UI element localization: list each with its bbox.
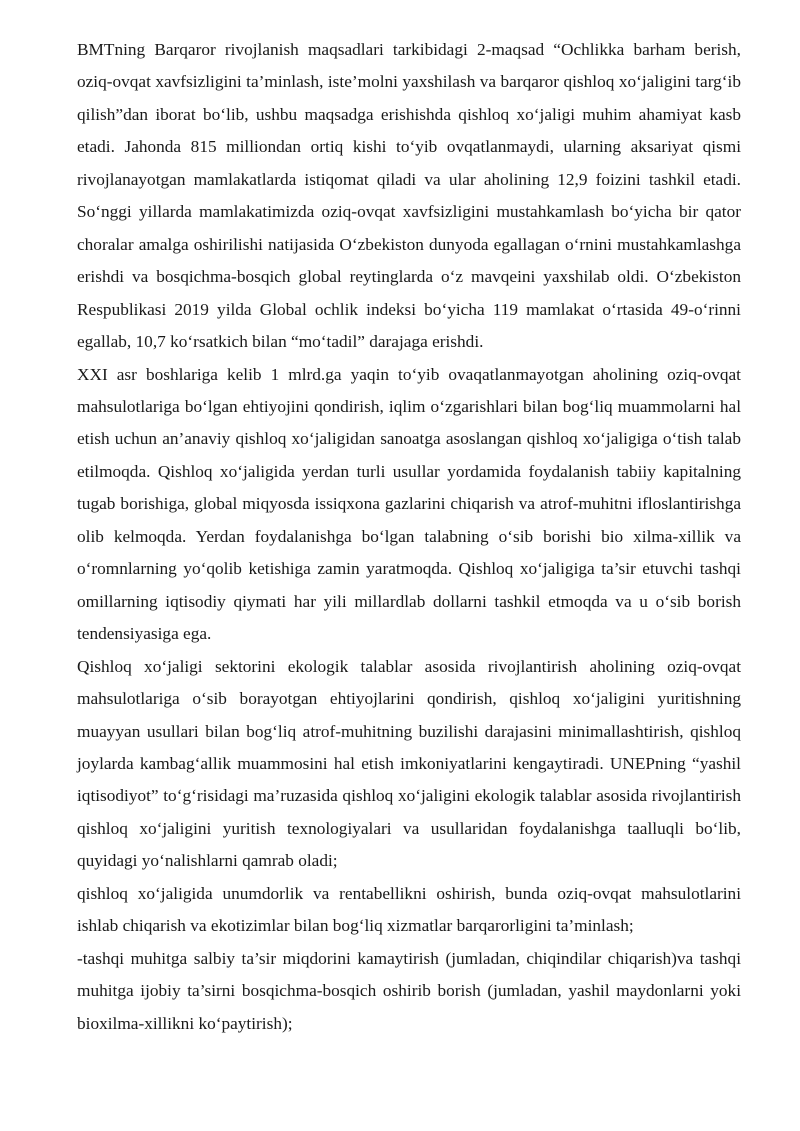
paragraph-21st-century-agriculture: XXI asr boshlariga kelib 1 mlrd.ga yaqin to‘yib ovaqatlanmayotgan aholining oziq-ovqat mahsulotlariga bo‘lgan ehtiyojini qondirish, iqlim o‘zgarishlari bilan bog‘liq muammolarni hal etish uchun an’anaviy qishloq xo‘jaligidan sanoatga asoslangan qishloq xo‘jaligiga o‘tish talab etilmoqda. Qishloq xo‘jaligida yerdan turli usullar yordamida foydalanish tabiiy kapitalning tugab borishiga, global miqyosda issiqxona gazlarini chiqarish va atrof-muhitni ifloslantirishga olib kelmoqda. Yerdan foydalanishga bo‘lgan talabning o‘sib borishi bio xilma-xillik va o‘romnlarning yo‘qolib ketishiga zamin yaratmoqda. Qishloq xo‘jaligiga ta’sir etuvchi tashqi omillarning iqtisodiy qiymati har yili millardlab dollarni tashkil etmoqda va u o‘sib borish tendensiyasiga ega. xyxy=(77,364,741,644)
paragraph-list-item-environment: -tashqi muhitga salbiy ta’sir miqdorini kamaytirish (jumladan, chiqindilar chiqarish)va tashqi muhitga ijobiy ta’sirni bosqichma-bosqich oshirib borish (jumladan, yashil maydonlarni yoki bioxilma-xillikni ko‘paytirish); xyxy=(77,948,741,1033)
paragraph-sdg-goal-2: BMTning Barqaror rivojlanish maqsadlari tarkibidagi 2-maqsad “Ochlikka barham berish, oziq-ovqat xavfsizligini ta’minlash, iste’molni yaxshilash va barqaror qishloq xo‘jaligini targ‘ib qilish”dan iborat bo‘lib, ushbu maqsadga erishishda qishloq xo‘jaligi muhim ahamiyat kasb etadi. Jahonda 815 milliondan ortiq kishi to‘yib ovqatlanmaydi, ularning aksariyat qismi rivojlanayotgan mamlakatlarda istiqomat qiladi va ular aholining 12,9 foizini tashkil etadi. So‘nggi yillarda mamlakatimizda oziq-ovqat xavfsizligini mustahkamlash bo‘yicha bir qator choralar amalga oshirilishi natijasida O‘zbekiston dunyoda egallagan o‘rnini mustahkamlashga erishdi va bosqichma-bosqich global reytinglarda o‘z mavqeini yaxshilab oldi. O‘zbekiston Respublikasi 2019 yilda Global ochlik indeksi bo‘yicha 119 mamlakat o‘rtasida 49-o‘rinni egallab, 10,7 ko‘rsatkich bilan “mo‘tadil” darajaga erishdi. xyxy=(77,40,741,352)
document-page xyxy=(77,34,741,1040)
paragraph-ecological-development: Qishloq xo‘jaligi sektorini ekologik talablar asosida rivojlantirish aholining oziq-ovqat mahsulotlariga o‘sib borayotgan ehtiyojlarini qondirish, qishloq xo‘jaligini yuritishning muayyan usullari bilan bog‘liq atrof-muhitning buzilishi darajasini minimallashtirish, qishloq joylarda kambag‘allik muammosini hal etish imkoniyatlarini kengaytiradi. UNEPning “yashil iqtisodiyot” to‘g‘risidagi ma’ruzasida qishloq xo‘jaligini ekologik talablar asosida rivojlantirish qishloq xo‘jaligini yuritish texnologiyalari va usullaridan foydalanishga taalluqli bo‘lib, quyidagi yo‘nalishlarni qamrab oladi; xyxy=(77,656,741,871)
paragraph-list-item-productivity: qishloq xo‘jaligida unumdorlik va rentabellikni oshirish, bunda oziq-ovqat mahsulotlarini ishlab chiqarish va ekotizimlar bilan bog‘liq xizmatlar barqarorligini ta’minlash; xyxy=(77,883,741,936)
